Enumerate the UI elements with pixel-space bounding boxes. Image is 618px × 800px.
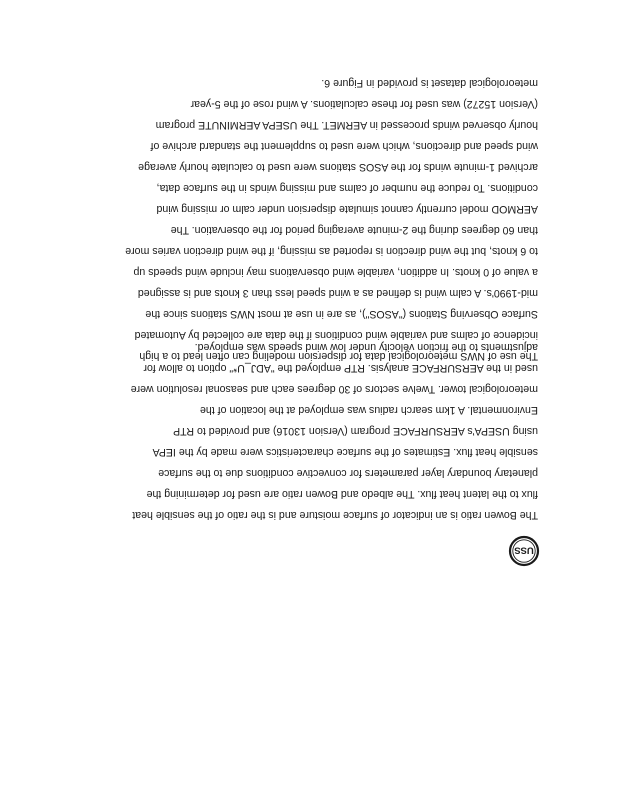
text-line: Surface Observing Stations ("ASOS"), as are in use at most NWS stations since the: [145, 308, 538, 320]
text-line: used in the AERSURFACE analysis. RTP employed the "ADJ_U*" option to allow for: [143, 362, 538, 374]
text-line: sensible heat flux. Estimates of the surface characteristics were made by the IEPA: [152, 446, 538, 458]
text-line: conditions. To reduce the number of calms and missing winds in the surface data,: [156, 182, 538, 194]
text-line: The Bowen ratio is an indicator of surface moisture and is the ratio of the sensible heat: [132, 509, 538, 521]
text-line: mid-1990's. A calm wind is defined as a wind speed less than 3 knots and is assigned: [137, 287, 538, 299]
text-line: flux to the latent heat flux. The albedo and Bowen ratio are used for determining the: [146, 488, 538, 500]
text-line: The use of NWS meteorological data for dispersion modeling can often lead to a high: [139, 350, 538, 362]
text-line: meteorological tower. Twelve sectors of 30 degrees each and seasonal resolution were: [130, 383, 538, 395]
text-line: meteorological dataset is provided in Figure 6.: [321, 77, 538, 89]
text-line: incidence of calms and variable wind conditions if the data are collected by Automated: [134, 329, 538, 341]
text-line: wind speed and directions, which were used to supplement the standard archive of: [150, 140, 538, 152]
text-line: AERMOD model currently cannot simulate dispersion under calm or missing wind: [156, 203, 538, 215]
text-line: adjustments to the friction velocity under low wind speeds was employed.: [194, 341, 538, 353]
text-line: to 6 knots, but the wind direction is reported as missing, if the wind direction varies more: [125, 245, 538, 257]
text-line: hourly observed winds processed in AERMET. The USEPA AERMINUTE program: [155, 119, 538, 131]
text-line: planetary boundary layer parameters for convective conditions due to the surface: [158, 467, 538, 479]
logo-text: USS: [514, 544, 534, 556]
uss-logo-icon: [508, 535, 540, 567]
text-line: using USEPA's AERSURFACE program (Version 13016) and provided to RTP: [173, 425, 538, 437]
text-line: (Version 15272) was used for these calculations. A wind rose of the 5-year: [190, 98, 538, 110]
text-line: a value of 0 knots. In addition, variable wind observations may include wind speeds up: [133, 266, 538, 278]
text-line: than 60 degrees during the 2-minute averaging period for the observation. The: [170, 224, 538, 236]
text-line: Environmental. A 1km search radius was employed at the location of the: [199, 404, 538, 416]
paragraph-nws-meteorological-data: [76, 72, 538, 366]
text-line: archived 1-minute winds for the ASOS stations were used to calculate hourly average: [138, 161, 538, 173]
